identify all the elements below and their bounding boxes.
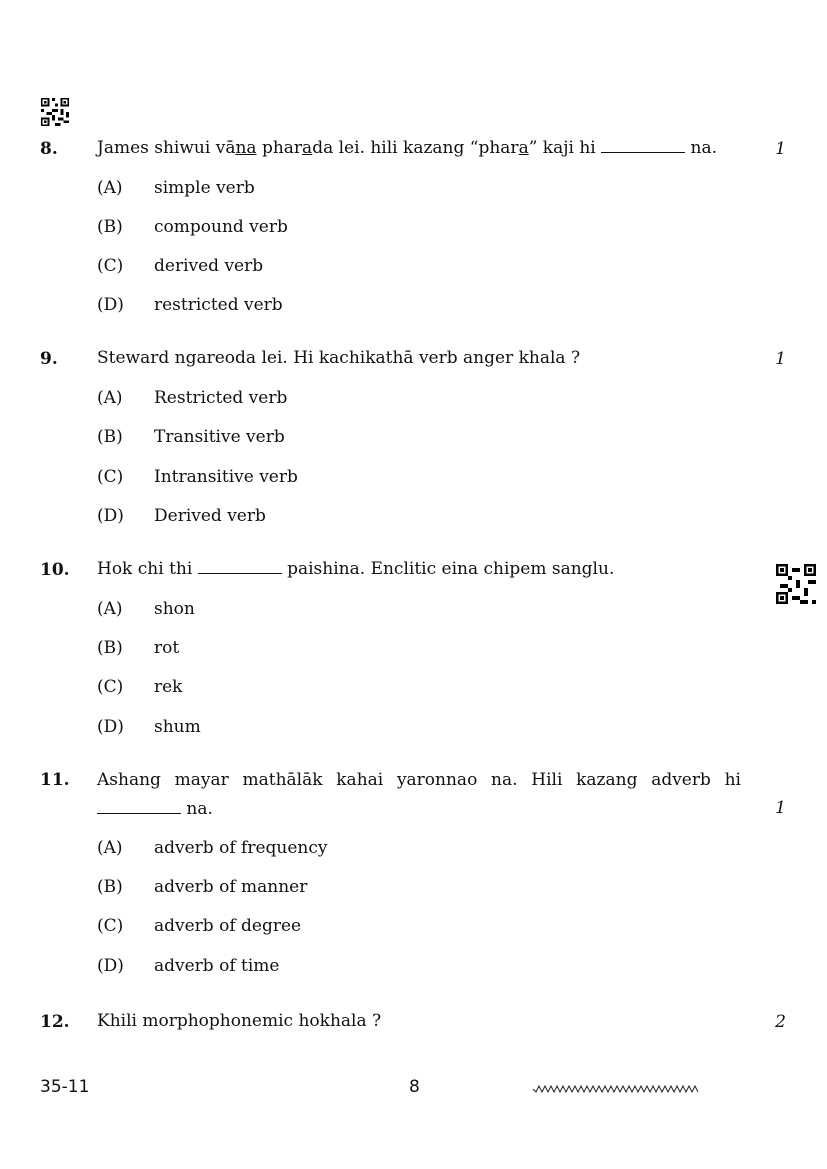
option-letter: (D) xyxy=(97,506,124,526)
question-text: James shiwui vāna pharada lei. hili kazang “phara” kaji hi na. xyxy=(97,138,718,158)
question-text: Steward ngareoda lei. Hi kachikathā verb anger khala ? xyxy=(97,348,581,368)
option-text: shon xyxy=(154,599,195,619)
option-letter: (D) xyxy=(97,956,124,976)
option-letter: (C) xyxy=(97,467,124,487)
option-letter: (A) xyxy=(97,388,123,408)
option-letter: (A) xyxy=(97,838,123,858)
option-text: Intransitive verb xyxy=(154,467,298,487)
option-letter: (C) xyxy=(97,677,124,697)
answer-blank xyxy=(601,137,685,153)
option-text: adverb of degree xyxy=(154,916,302,936)
option-letter: (D) xyxy=(97,295,124,315)
question-text: Khili morphophonemic hokhala ? xyxy=(97,1011,382,1031)
option-text: adverb of manner xyxy=(154,877,308,897)
question-number: 8. xyxy=(40,139,58,159)
option-text: Restricted verb xyxy=(154,388,288,408)
option-text: shum xyxy=(154,717,201,737)
option-letter: (D) xyxy=(97,717,124,737)
question-text-continued: na. xyxy=(97,798,213,819)
option-text: compound verb xyxy=(154,217,288,237)
paper-code: 35-11 xyxy=(40,1077,90,1097)
question-number: 11. xyxy=(40,770,70,790)
option-letter: (C) xyxy=(97,916,124,936)
option-letter: (B) xyxy=(97,217,123,237)
qr-code-icon xyxy=(776,564,816,604)
option-text: rot xyxy=(154,638,180,658)
question-number: 9. xyxy=(40,349,58,369)
option-text: derived verb xyxy=(154,256,264,276)
option-letter: (B) xyxy=(97,877,123,897)
option-text: rek xyxy=(154,677,183,697)
option-text: Transitive verb xyxy=(154,427,285,447)
question-text: Ashang mayar mathālāk kahai yaronnao na. Hili kazang adverb hi xyxy=(97,770,741,790)
qr-code-icon xyxy=(41,98,69,126)
option-letter: (C) xyxy=(97,256,124,276)
option-text: adverb of time xyxy=(154,956,280,976)
wavy-line-decoration xyxy=(533,1083,699,1095)
answer-blank xyxy=(198,558,282,574)
question-marks: 1 xyxy=(775,139,786,159)
question-marks: 1 xyxy=(775,349,786,369)
option-text: restricted verb xyxy=(154,295,283,315)
option-letter: (A) xyxy=(97,599,123,619)
option-letter: (B) xyxy=(97,638,123,658)
page-number: 8 xyxy=(409,1077,420,1097)
option-letter: (B) xyxy=(97,427,123,447)
question-marks: 1 xyxy=(775,798,786,818)
question-number: 10. xyxy=(40,560,70,580)
option-text: simple verb xyxy=(154,178,255,198)
option-letter: (A) xyxy=(97,178,123,198)
option-text: adverb of frequency xyxy=(154,838,328,858)
question-number: 12. xyxy=(40,1012,70,1032)
answer-blank xyxy=(97,798,181,814)
question-marks: 2 xyxy=(775,1012,786,1032)
option-text: Derived verb xyxy=(154,506,266,526)
question-text: Hok chi thi paishina. Enclitic eina chipem sanglu. xyxy=(97,559,615,579)
